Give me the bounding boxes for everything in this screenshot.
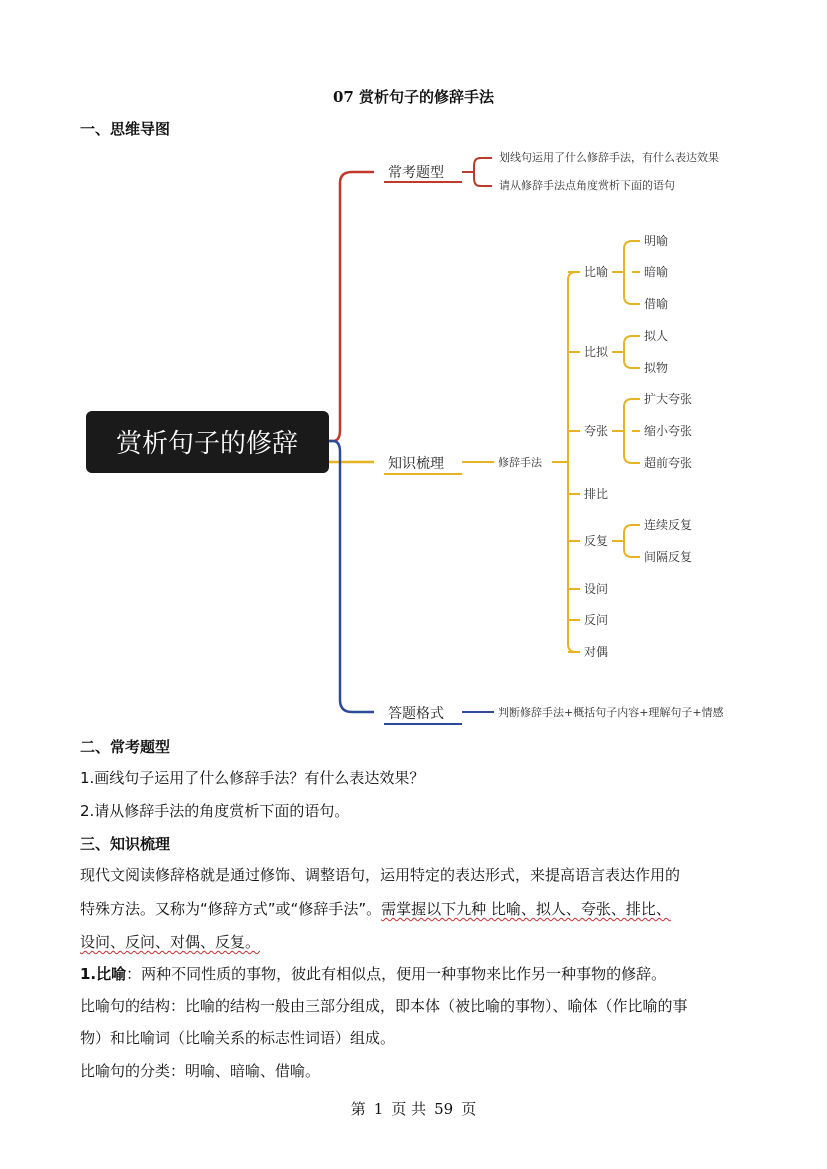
- footer-prefix: 第: [350, 1100, 366, 1118]
- branch1-label: 常考题型: [388, 165, 444, 181]
- intro-line: 现代文阅读修辞格就是通过修饰、调整语句，运用特定的表达形式，来提高语言表达作用的: [80, 866, 681, 884]
- rhetoric-subtype: 借喻: [644, 297, 669, 311]
- rhetoric-subtype: 连续反复: [644, 518, 693, 532]
- classification-line: 比喻句的分类：明喻、暗喻、借喻。: [80, 1062, 321, 1080]
- metaphor-definition: [80, 964, 666, 984]
- page-footer: [0, 1098, 827, 1119]
- question-item: 1.画线句子运用了什么修辞手法？有什么表达效果？: [80, 769, 425, 787]
- branch2-sub-label: 修辞手法: [498, 456, 542, 469]
- rhetoric-label: 排比: [584, 487, 609, 501]
- branch1-item: 划线句运用了什么修辞手法，有什么表达效果: [499, 151, 719, 164]
- footer-suffix: 页: [461, 1100, 477, 1118]
- rhetoric-subtype: 扩大夸张: [644, 392, 693, 406]
- section-heading-questions: 二、常考题型: [80, 738, 171, 756]
- total-pages: 59: [434, 1100, 454, 1118]
- mindmap-root-label: 赏析句子的修辞: [115, 429, 299, 459]
- branch-line-red: [329, 172, 374, 441]
- structure-line: 物）和比喻词（比喻关系的标志性词语）组成。: [80, 1029, 396, 1047]
- structure-line: 比喻句的结构：比喻的结构一般由三部分组成，即本体（被比喻的事物）、喻体（作比喻的事: [80, 997, 688, 1015]
- rhetoric-label: 对偶: [584, 645, 609, 659]
- rhetoric-subtype: 间隔反复: [644, 550, 693, 564]
- branch1-item: 请从修辞手法点角度赏析下面的语句: [499, 179, 675, 192]
- branch3-item: 判断修辞手法+概括句子内容+理解句子+情感: [498, 706, 724, 719]
- rhetoric-subtype: 暗喻: [644, 265, 669, 279]
- branch1-bracket: [462, 158, 480, 186]
- rhetoric-label: 比喻: [584, 265, 609, 279]
- page-number: 1: [373, 1100, 384, 1118]
- branch-line-blue: [329, 441, 374, 712]
- branch2-label: 知识梳理: [388, 456, 444, 472]
- rhetoric-subtype: 明喻: [644, 234, 669, 248]
- intro-emphasis: 需掌握以下九种 比喻、拟人、夸张、排比、: [381, 900, 671, 918]
- branch3-label: 答题格式: [388, 706, 444, 722]
- section-heading-knowledge: 三、知识梳理: [80, 835, 171, 853]
- intro-line: [80, 932, 260, 952]
- rhetoric-label: 反复: [584, 534, 609, 548]
- rhetoric-groups: [568, 234, 692, 659]
- intro-text: 特殊方法。又称为“修辞方式”或“修辞手法”。: [80, 900, 382, 918]
- footer-mid: 页 共: [391, 1100, 427, 1118]
- section-heading-mindmap: 一、思维导图: [80, 120, 171, 138]
- metaphor-label: 1.比喻: [80, 965, 127, 983]
- intro-line: [80, 899, 671, 919]
- question-item: 2.请从修辞手法的角度赏析下面的语句。: [80, 802, 350, 820]
- intro-emphasis: 设问、反问、对偶、反复。: [80, 933, 261, 951]
- rhetoric-bracket: [568, 272, 576, 652]
- rhetoric-subtype: 拟物: [644, 361, 669, 375]
- rhetoric-label: 反问: [584, 613, 609, 627]
- rhetoric-label: 夸张: [584, 424, 609, 438]
- rhetoric-label: 比拟: [584, 345, 609, 359]
- metaphor-text: ：两种不同性质的事物，彼此有相似点，便用一种事物来比作另一种事物的修辞。: [126, 965, 667, 983]
- rhetoric-subtype: 缩小夸张: [644, 424, 693, 438]
- rhetoric-subtype: 拟人: [644, 329, 669, 343]
- rhetoric-label: 设问: [584, 582, 609, 596]
- rhetoric-subtype: 超前夸张: [644, 456, 693, 470]
- document-title: 07 赏析句子的修辞手法: [332, 88, 495, 106]
